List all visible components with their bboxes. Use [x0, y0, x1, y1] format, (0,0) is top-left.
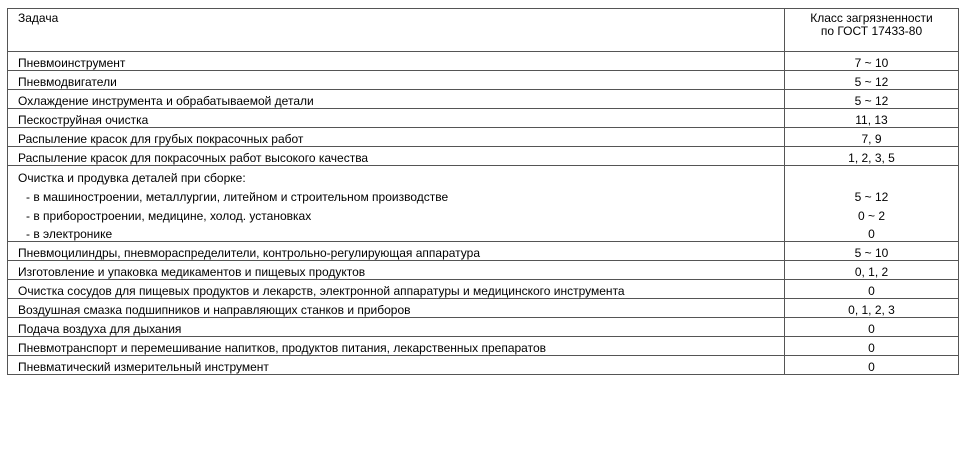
class-cell: 1, 2, 3, 5: [785, 147, 959, 166]
header-class-line1: Класс загрязненности: [810, 11, 933, 25]
class-cell: 0: [785, 223, 959, 242]
task-cell: - в машиностроении, металлургии, литейном и строительном производстве: [8, 185, 785, 204]
table-row: [8, 356, 959, 375]
group-title: Очистка и продувка деталей при сборке:: [8, 166, 785, 185]
class-cell: 0 ~ 2: [785, 204, 959, 223]
table-row: [8, 52, 959, 71]
task-cell: Пневмотранспорт и перемешивание напитков, продуктов питания, лекарственных препаратов: [8, 337, 785, 356]
task-cell: Очистка сосудов для пищевых продуктов и лекарств, электронной аппаратуры и медицинского инструмента: [8, 280, 785, 299]
task-cell: Пневмоцилиндры, пневмораспределители, контрольно-регулирующая аппаратура: [8, 242, 785, 261]
group-title-empty-cell: [785, 166, 959, 185]
task-cell: - в приборостроении, медицине, холод. установках: [8, 204, 785, 223]
task-cell: Пескоструйная очистка: [8, 109, 785, 128]
table-row: [8, 261, 959, 280]
group-item-row: [8, 223, 959, 242]
group-title-row: [8, 166, 959, 185]
class-cell: 5 ~ 12: [785, 71, 959, 90]
header-class-line2: по ГОСТ 17433-80: [820, 24, 923, 38]
task-cell: Изготовление и упаковка медикаментов и пищевых продуктов: [8, 261, 785, 280]
class-cell: 5 ~ 12: [785, 90, 959, 109]
task-cell: Охлаждение инструмента и обрабатываемой детали: [8, 90, 785, 109]
task-cell: Пневмодвигатели: [8, 71, 785, 90]
class-cell: 0: [785, 337, 959, 356]
class-cell: 5 ~ 12: [785, 185, 959, 204]
class-cell: 0: [785, 356, 959, 375]
table-row: [8, 71, 959, 90]
table-row: [8, 109, 959, 128]
task-cell: Распыление красок для покрасочных работ высокого качества: [8, 147, 785, 166]
contamination-class-table: [7, 8, 959, 375]
table-header-row: [8, 9, 959, 52]
class-cell: 0, 1, 2: [785, 261, 959, 280]
class-cell: 0: [785, 318, 959, 337]
task-cell: Пневмоинструмент: [8, 52, 785, 71]
table-row: [8, 128, 959, 147]
task-cell: Пневматический измерительный инструмент: [8, 356, 785, 375]
table-row: [8, 337, 959, 356]
group-item-row: [8, 204, 959, 223]
group-item-row: [8, 185, 959, 204]
class-cell: 0: [785, 280, 959, 299]
table-row: [8, 242, 959, 261]
class-cell: 0, 1, 2, 3: [785, 299, 959, 318]
table-row: [8, 90, 959, 109]
header-task: Задача: [8, 9, 785, 52]
table-row: [8, 318, 959, 337]
task-cell: - в электронике: [8, 223, 785, 242]
task-cell: Подача воздуха для дыхания: [8, 318, 785, 337]
task-cell: Воздушная смазка подшипников и направляющих станков и приборов: [8, 299, 785, 318]
class-cell: 5 ~ 10: [785, 242, 959, 261]
header-class: [785, 9, 959, 52]
table-row: [8, 280, 959, 299]
table-row: [8, 147, 959, 166]
table-row: [8, 299, 959, 318]
class-cell: 11, 13: [785, 109, 959, 128]
class-cell: 7, 9: [785, 128, 959, 147]
task-cell: Распыление красок для грубых покрасочных работ: [8, 128, 785, 147]
class-cell: 7 ~ 10: [785, 52, 959, 71]
